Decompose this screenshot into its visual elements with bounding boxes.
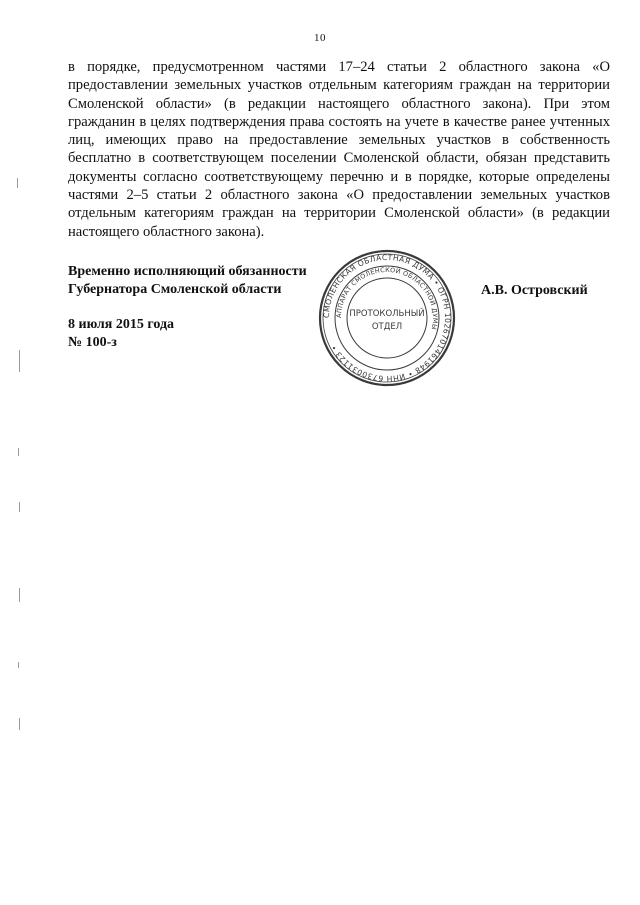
date-block <box>68 316 174 352</box>
stamp-inner-text: АППАРАТ СМОЛЕНСКОЙ ОБЛАСТНОЙ ДУМЫ <box>334 265 440 331</box>
scan-mark <box>18 448 19 456</box>
page-number: 10 <box>314 32 326 44</box>
official-stamp <box>317 248 457 388</box>
scan-mark <box>19 502 20 512</box>
stamp-center-line2: ОТДЕЛ <box>371 322 403 332</box>
scan-mark <box>17 178 18 188</box>
stamp-inner-text-shape <box>335 266 439 331</box>
stamp-center-line1: ПРОТОКОЛЬНЫЙ <box>349 309 425 319</box>
signer-name: А.В. Островский <box>481 283 588 298</box>
law-number: № 100-з <box>68 335 117 350</box>
scan-mark <box>19 718 20 730</box>
scan-mark <box>18 662 19 668</box>
scan-mark <box>19 350 20 372</box>
signatory-position <box>68 263 307 299</box>
stamp-outer-text: СМОЛЕНСКАЯ ОБЛАСТНАЯ ДУМА • ОГРН 1026701461948 • ИНН 6730031123 • <box>321 252 453 384</box>
law-date: 8 июля 2015 года <box>68 317 175 332</box>
signatory-position-line1: Временно исполняющий обязанности <box>68 264 307 279</box>
scan-mark <box>19 588 20 602</box>
body-paragraph: в порядке, предусмотренном частями 17–24 статьи 2 областного закона «О предоставлении земельных участков отдельным категориям граждан на территории Смоленской области» (в редакции настоящего областного закона). При этом гражданин в целях подтверждения права состоять на учете в качестве ранее учтенных лиц, имеющих право на предоставление земельных участков в собственность бесплатно в соответствующем поселении Смоленской области, обязан представить документы согласно соответствующему перечню и в порядке, которые определены частями 2–5 статьи 2 областного закона «О предоставлении земельных участков отдельным категориям граждан на территории Смоленской области» (в редакции настоящего областного закона). <box>68 59 610 240</box>
signatory-position-line2: Губернатора Смоленской области <box>68 282 282 297</box>
